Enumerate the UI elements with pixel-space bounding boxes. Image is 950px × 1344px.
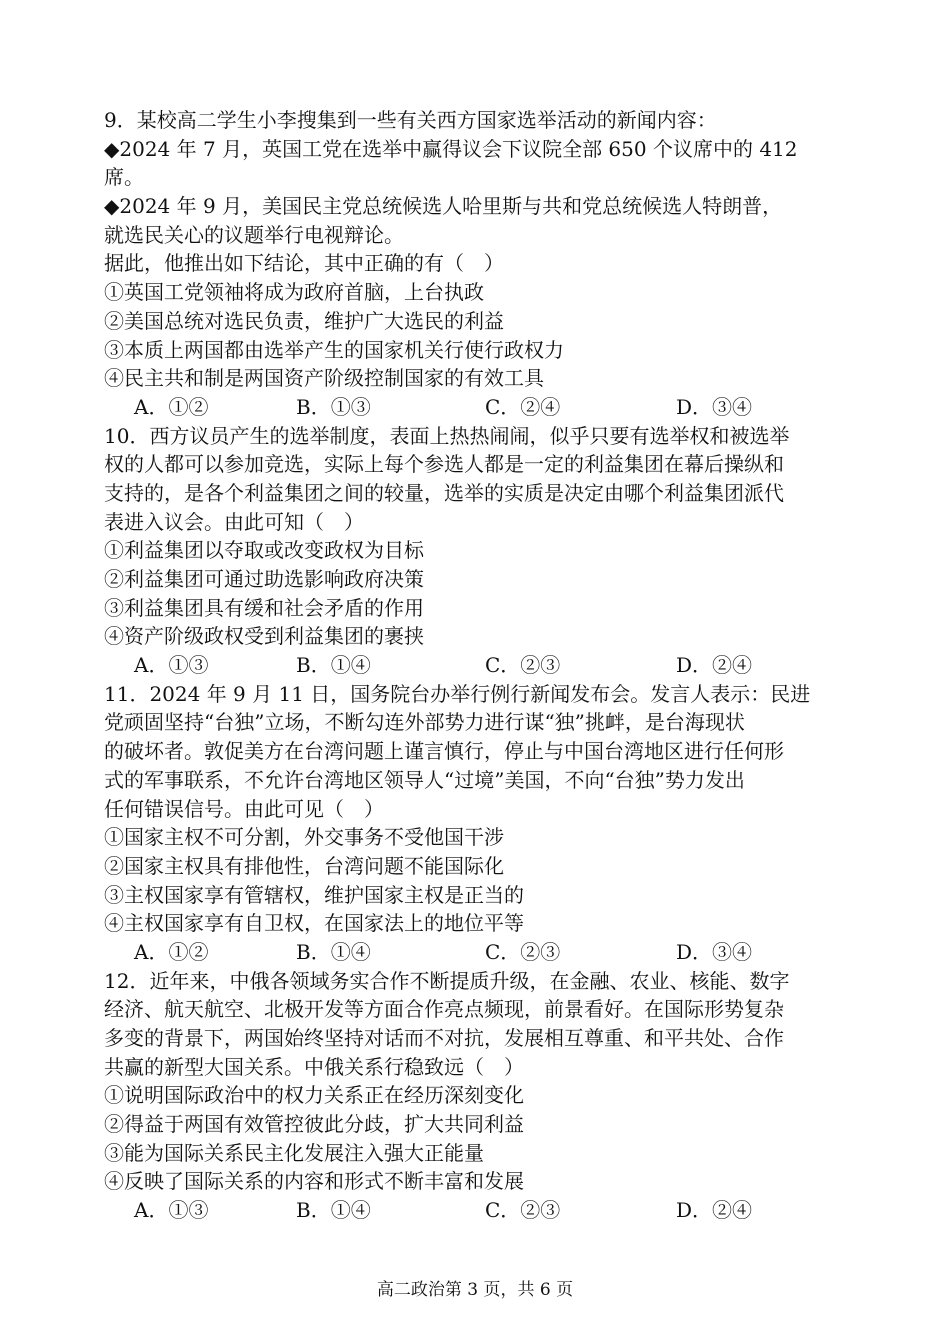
question-line: 的破坏者。敦促美方在台湾问题上谨言慎行，停止与中国台湾地区进行任何形 [104, 739, 784, 764]
question-line: ②美国总统对选民负责，维护广大选民的利益 [104, 308, 504, 333]
option-d: D．③④ [676, 394, 753, 419]
question-11 [104, 680, 850, 967]
question-line: ④主权国家享有自卫权，在国家法上的地位平等 [104, 911, 524, 936]
question-line: 表进入议会。由此可知（ ） [104, 509, 364, 534]
option-a: A．①② [134, 394, 209, 419]
question-line: 9．某校高二学生小李搜集到一些有关西方国家选举活动的新闻内容： [104, 108, 717, 132]
question-line: 席。 [104, 165, 144, 190]
option-b: B．①④ [296, 653, 371, 678]
question-line: ④反映了国际关系的内容和形式不断丰富和发展 [104, 1169, 524, 1194]
question-line: ②国家主权具有排他性，台湾问题不能国际化 [104, 853, 504, 878]
page-footer: 高二政治第 3 页，共 6 页 [376, 1280, 574, 1300]
answer-options [104, 651, 850, 680]
question-line: ①国家主权不可分割，外交事务不受他国干涉 [104, 825, 504, 850]
exam-page-content [104, 106, 850, 1225]
option-a: A．①③ [134, 1198, 209, 1223]
question-line: ③能为国际关系民主化发展注入强大正能量 [104, 1140, 484, 1165]
question-line: ③主权国家享有管辖权，维护国家主权是正当的 [104, 882, 524, 907]
question-line: 据此，他推出如下结论，其中正确的有（ ） [104, 251, 504, 276]
question-12 [104, 967, 850, 1225]
question-line: ◆2024 年 9 月，美国民主党总统候选人哈里斯与共和党总统候选人特朗普， [104, 194, 783, 219]
answer-options [104, 938, 850, 967]
question-line: 经济、航天航空、北极开发等方面合作亮点频现，前景看好。在国际形势复杂 [104, 997, 784, 1022]
question-line: 就选民关心的议题举行电视辩论。 [104, 222, 404, 247]
option-b: B．①④ [296, 939, 371, 964]
question-line: ④资产阶级政权受到利益集团的裹挟 [104, 624, 424, 649]
answer-options [104, 393, 850, 422]
question-line: ①英国工党领袖将成为政府首脑，上台执政 [104, 280, 484, 305]
question-line: 多变的背景下，两国始终坚持对话而不对抗，发展相互尊重、和平共处、合作 [104, 1026, 784, 1050]
option-c: C．②④ [485, 394, 561, 419]
question-line: ③利益集团具有缓和社会矛盾的作用 [104, 595, 424, 620]
question-line: ①利益集团以夺取或改变政权为目标 [104, 538, 424, 563]
option-b: B．①③ [296, 394, 371, 419]
option-d: D．③④ [676, 939, 753, 964]
option-a: A．①③ [134, 653, 209, 678]
option-c: C．②③ [485, 653, 561, 678]
question-line: 12．近年来，中俄各领域务实合作不断提质升级，在金融、农业、核能、数字 [104, 968, 790, 993]
option-b: B．①④ [296, 1198, 371, 1223]
question-line: ◆2024 年 7 月，英国工党在选举中赢得议会下议院全部 650 个议席中的 412 [104, 136, 798, 161]
option-a: A．①② [134, 939, 209, 964]
question-line: ①说明国际政治中的权力关系正在经历深刻变化 [104, 1083, 524, 1108]
question-line: ③本质上两国都由选举产生的国家机关行使行政权力 [104, 337, 564, 362]
question-10 [104, 422, 850, 680]
option-d: D．②④ [676, 1198, 753, 1223]
option-c: C．②③ [485, 939, 561, 964]
question-line: 11．2024 年 9 月 11 日，国务院台办举行例行新闻发布会。发言人表示：民进 [104, 681, 811, 706]
question-line: 10．西方议员产生的选举制度，表面上热热闹闹，似乎只要有选举权和被选举 [104, 423, 790, 448]
question-line: ②得益于两国有效管控彼此分歧，扩大共同利益 [104, 1112, 524, 1137]
question-line: 党顽固坚持“台独”立场，不断勾连外部势力进行谋“独”挑衅，是台海现状 [104, 710, 745, 735]
question-line: 任何错误信号。由此可见（ ） [104, 796, 384, 821]
question-line: 权的人都可以参加竞选，实际上每个参选人都是一定的利益集团在幕后操纵和 [104, 452, 784, 477]
answer-options [104, 1196, 850, 1225]
question-line: 共赢的新型大国关系。中俄关系行稳致远（ ） [104, 1054, 524, 1079]
option-d: D．②④ [676, 653, 753, 678]
question-line: ④民主共和制是两国资产阶级控制国家的有效工具 [104, 366, 544, 391]
question-line: 支持的，是各个利益集团之间的较量，选举的实质是决定由哪个利益集团派代 [104, 480, 784, 505]
question-9 [104, 106, 850, 422]
option-c: C．②③ [485, 1198, 561, 1223]
question-line: 式的军事联系，不允许台湾地区领导人“过境”美国，不向“台独”势力发出 [104, 767, 745, 792]
question-line: ②利益集团可通过助选影响政府决策 [104, 567, 424, 591]
